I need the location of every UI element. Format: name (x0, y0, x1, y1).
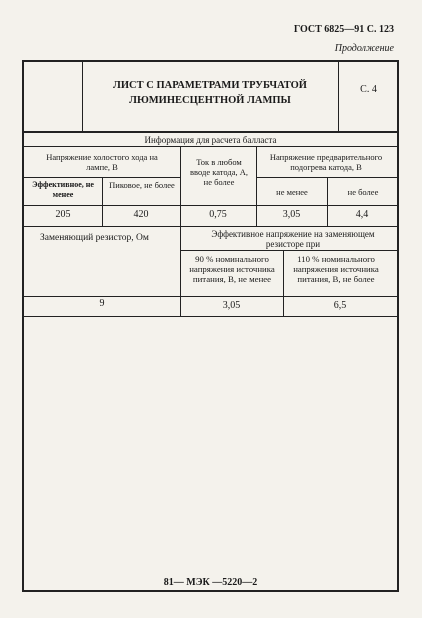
cell-preheat-min-value: 3,05 (282, 209, 301, 220)
document-title (84, 78, 336, 108)
rt-h3 (24, 316, 397, 317)
title-divider-right (338, 60, 339, 132)
cell-preheat-max-value: 4,4 (355, 209, 369, 220)
bt-h4 (24, 226, 397, 227)
rt-h2 (24, 296, 397, 297)
title-line-1: ЛИСТ С ПАРАМЕТРАМИ ТРУБЧАТОЙ (113, 80, 307, 91)
header-cathode-current: Ток в любом вводе катода, А, не более (190, 157, 248, 187)
cell-peak-value: 420 (133, 209, 149, 220)
bt-h3 (24, 205, 397, 206)
header-peak: Пиковое, не более (109, 180, 175, 190)
header-effective-voltage-resistor: Эффективное напряжение на заменяющем резисторе при (211, 229, 375, 249)
title-bottom-line (22, 131, 399, 133)
page-number-header: ГОСТ 6825—91 С. 123 (293, 24, 394, 35)
bt-h1 (24, 177, 180, 178)
cell-90-value: 3,05 (222, 300, 241, 311)
continuation-label: Продолжение (334, 43, 394, 54)
header-effective: Эффективное, не менее (32, 180, 94, 199)
cell-current-value: 0,75 (209, 209, 227, 220)
header-preheat-voltage: Напряжение предварительного подогрева катода, В (269, 152, 383, 172)
cell-110-value: 6,5 (333, 300, 347, 311)
header-110-percent: 110 % номинального напряжения источника питания, В, не более (293, 254, 379, 284)
header-90-percent: 90 % номинального напряжения источника питания, В, не менее (189, 254, 275, 284)
title-line-2: ЛЮМИНЕСЦЕНТНОЙ ЛАМПЫ (129, 95, 291, 106)
title-divider-left (82, 60, 83, 132)
footer-document-code: 81— МЭК —5220—2 (163, 577, 258, 588)
header-preheat-min: не менее (276, 187, 308, 197)
cell-resistor-value: 9 (99, 298, 105, 309)
ballast-caption: Информация для расчета балласта (144, 135, 277, 145)
header-open-circuit-voltage: Напряжение холостого хода на лампе, В (46, 152, 158, 172)
page-reference: С. 4 (360, 84, 377, 95)
rt-h1 (180, 250, 397, 251)
bt-h2 (256, 177, 397, 178)
header-preheat-max: не более (347, 187, 379, 197)
header-replacement-resistor: Заменяющий резистор, Ом (40, 233, 149, 243)
cell-effective-value: 205 (55, 209, 71, 220)
caption-line (24, 146, 397, 147)
